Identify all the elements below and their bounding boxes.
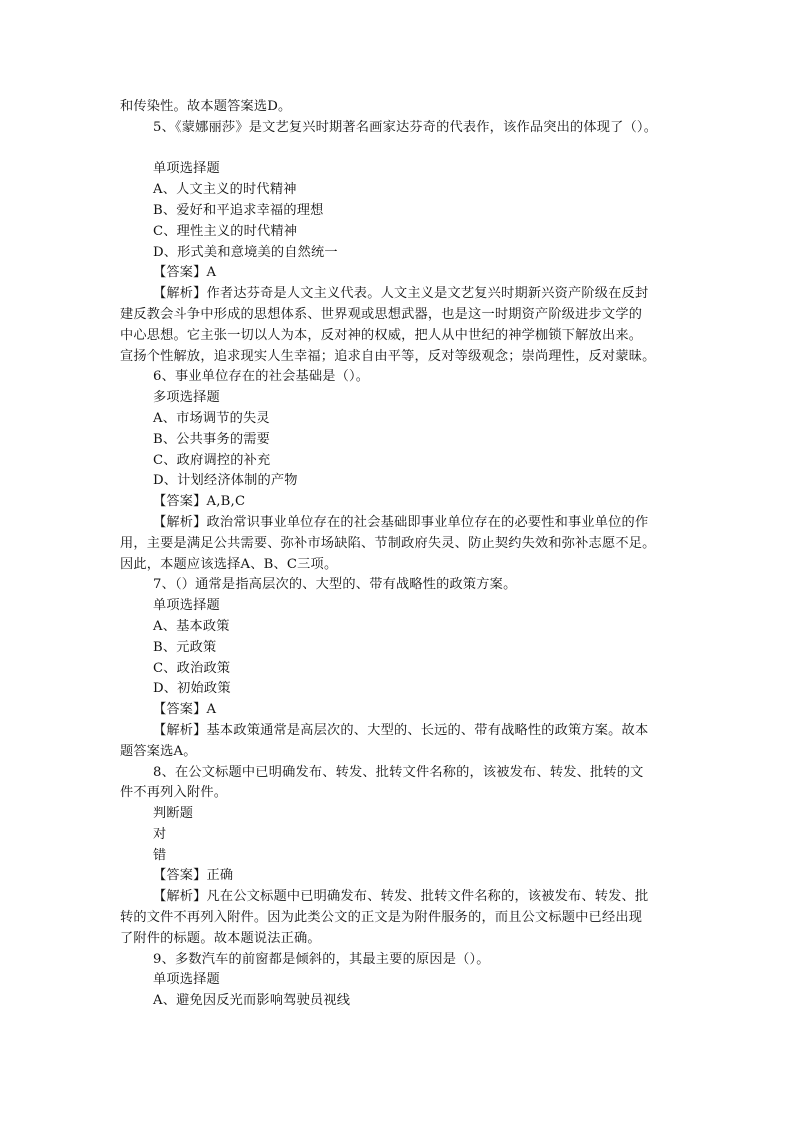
text-line: 【答案】A,B,C: [153, 494, 246, 510]
text-line: 建反教会斗争中形成的思想体系、世界观或思想武器，也是这一时期资产阶级进步文学的: [120, 306, 643, 322]
text-line: 判断题: [153, 806, 194, 822]
text-line: 单项选择题: [153, 598, 220, 614]
text-line: 题答案选A。: [120, 743, 197, 759]
text-line: 中心思想。它主张一切以人为本，反对神的权威，把人从中世纪的神学枷锁下解放出来。: [120, 327, 643, 343]
text-line: A、市场调节的失灵: [153, 410, 270, 426]
text-line: C、理性主义的时代精神: [153, 223, 298, 239]
text-line: 【解析】政治常识事业单位存在的社会基础即事业单位存在的必要性和事业单位的作: [153, 514, 649, 530]
text-line: 9、多数汽车的前窗都是倾斜的，其最主要的原因是（）。: [153, 951, 490, 967]
text-line: C、政府调控的补充: [153, 452, 271, 468]
text-line: C、政治政策: [153, 660, 231, 676]
text-line: 6、事业单位存在的社会基础是（）。: [153, 369, 370, 385]
text-line: 错: [153, 847, 167, 863]
document-body: [120, 97, 676, 1012]
text-line: 单项选择题: [153, 161, 220, 177]
text-line: 多项选择题: [153, 390, 220, 406]
text-line: 【解析】凡在公文标题中已明确发布、转发、批转文件名称的，该被发布、转发、批: [153, 889, 649, 905]
text-line: B、元政策: [153, 639, 217, 655]
text-line: 用，主要是满足公共需要、弥补市场缺陷、节制政府失灵、防止契约失效和弥补志愿不足。: [120, 535, 656, 551]
text-line: D、计划经济体制的产物: [153, 473, 298, 489]
text-line: B、爱好和平追求幸福的理想: [153, 202, 324, 218]
text-line: 7、（）通常是指高层次的、大型的、带有战略性的政策方案。: [153, 577, 517, 593]
text-line: 8、在公文标题中已明确发布、转发、批转文件名称的，该被发布、转发、批转的文: [153, 764, 644, 780]
text-line: B、公共事务的需要: [153, 431, 270, 447]
text-line: A、人文主义的时代精神: [153, 182, 297, 198]
text-line: 因此，本题应该选择A、B、C三项。: [120, 556, 338, 572]
text-line: 单项选择题: [153, 972, 220, 988]
text-line: A、避免因反光而影响驾驶员视线: [153, 993, 351, 1009]
text-line: A、基本政策: [153, 618, 230, 634]
text-line: 和传染性。故本题答案选D。: [120, 99, 292, 114]
text-line: D、初始政策: [153, 681, 231, 697]
text-line: 转的文件不再列入附件。因为此类公文的正文是为附件服务的，而且公文标题中已经出现: [120, 910, 643, 926]
text-line: 【答案】A: [153, 702, 217, 718]
text-line: 宣扬个性解放，追求现实人生幸福；追求自由平等，反对等级观念；崇尚理性，反对蒙昧。: [120, 348, 656, 364]
text-line: 【答案】A: [153, 265, 217, 281]
text-line: 了附件的标题。故本题说法正确。: [120, 930, 321, 946]
text-line: [120, 139, 676, 160]
text-line: 对: [153, 826, 167, 842]
text-line: 5、《蒙娜丽莎》是文艺复兴时期著名画家达芬奇的代表作，该作品突出的体现了（）。: [153, 119, 658, 135]
text-line: 【解析】作者达芬奇是人文主义代表。人文主义是文艺复兴时期新兴资产阶级在反封: [153, 286, 649, 302]
text-line: 件不再列入附件。: [120, 785, 228, 801]
text-line: D、形式美和意境美的自然统一: [153, 244, 338, 260]
text-line: 【解析】基本政策通常是高层次的、大型的、长远的、带有战略性的政策方案。故本: [153, 722, 649, 738]
text-line: 【答案】正确: [153, 868, 234, 884]
